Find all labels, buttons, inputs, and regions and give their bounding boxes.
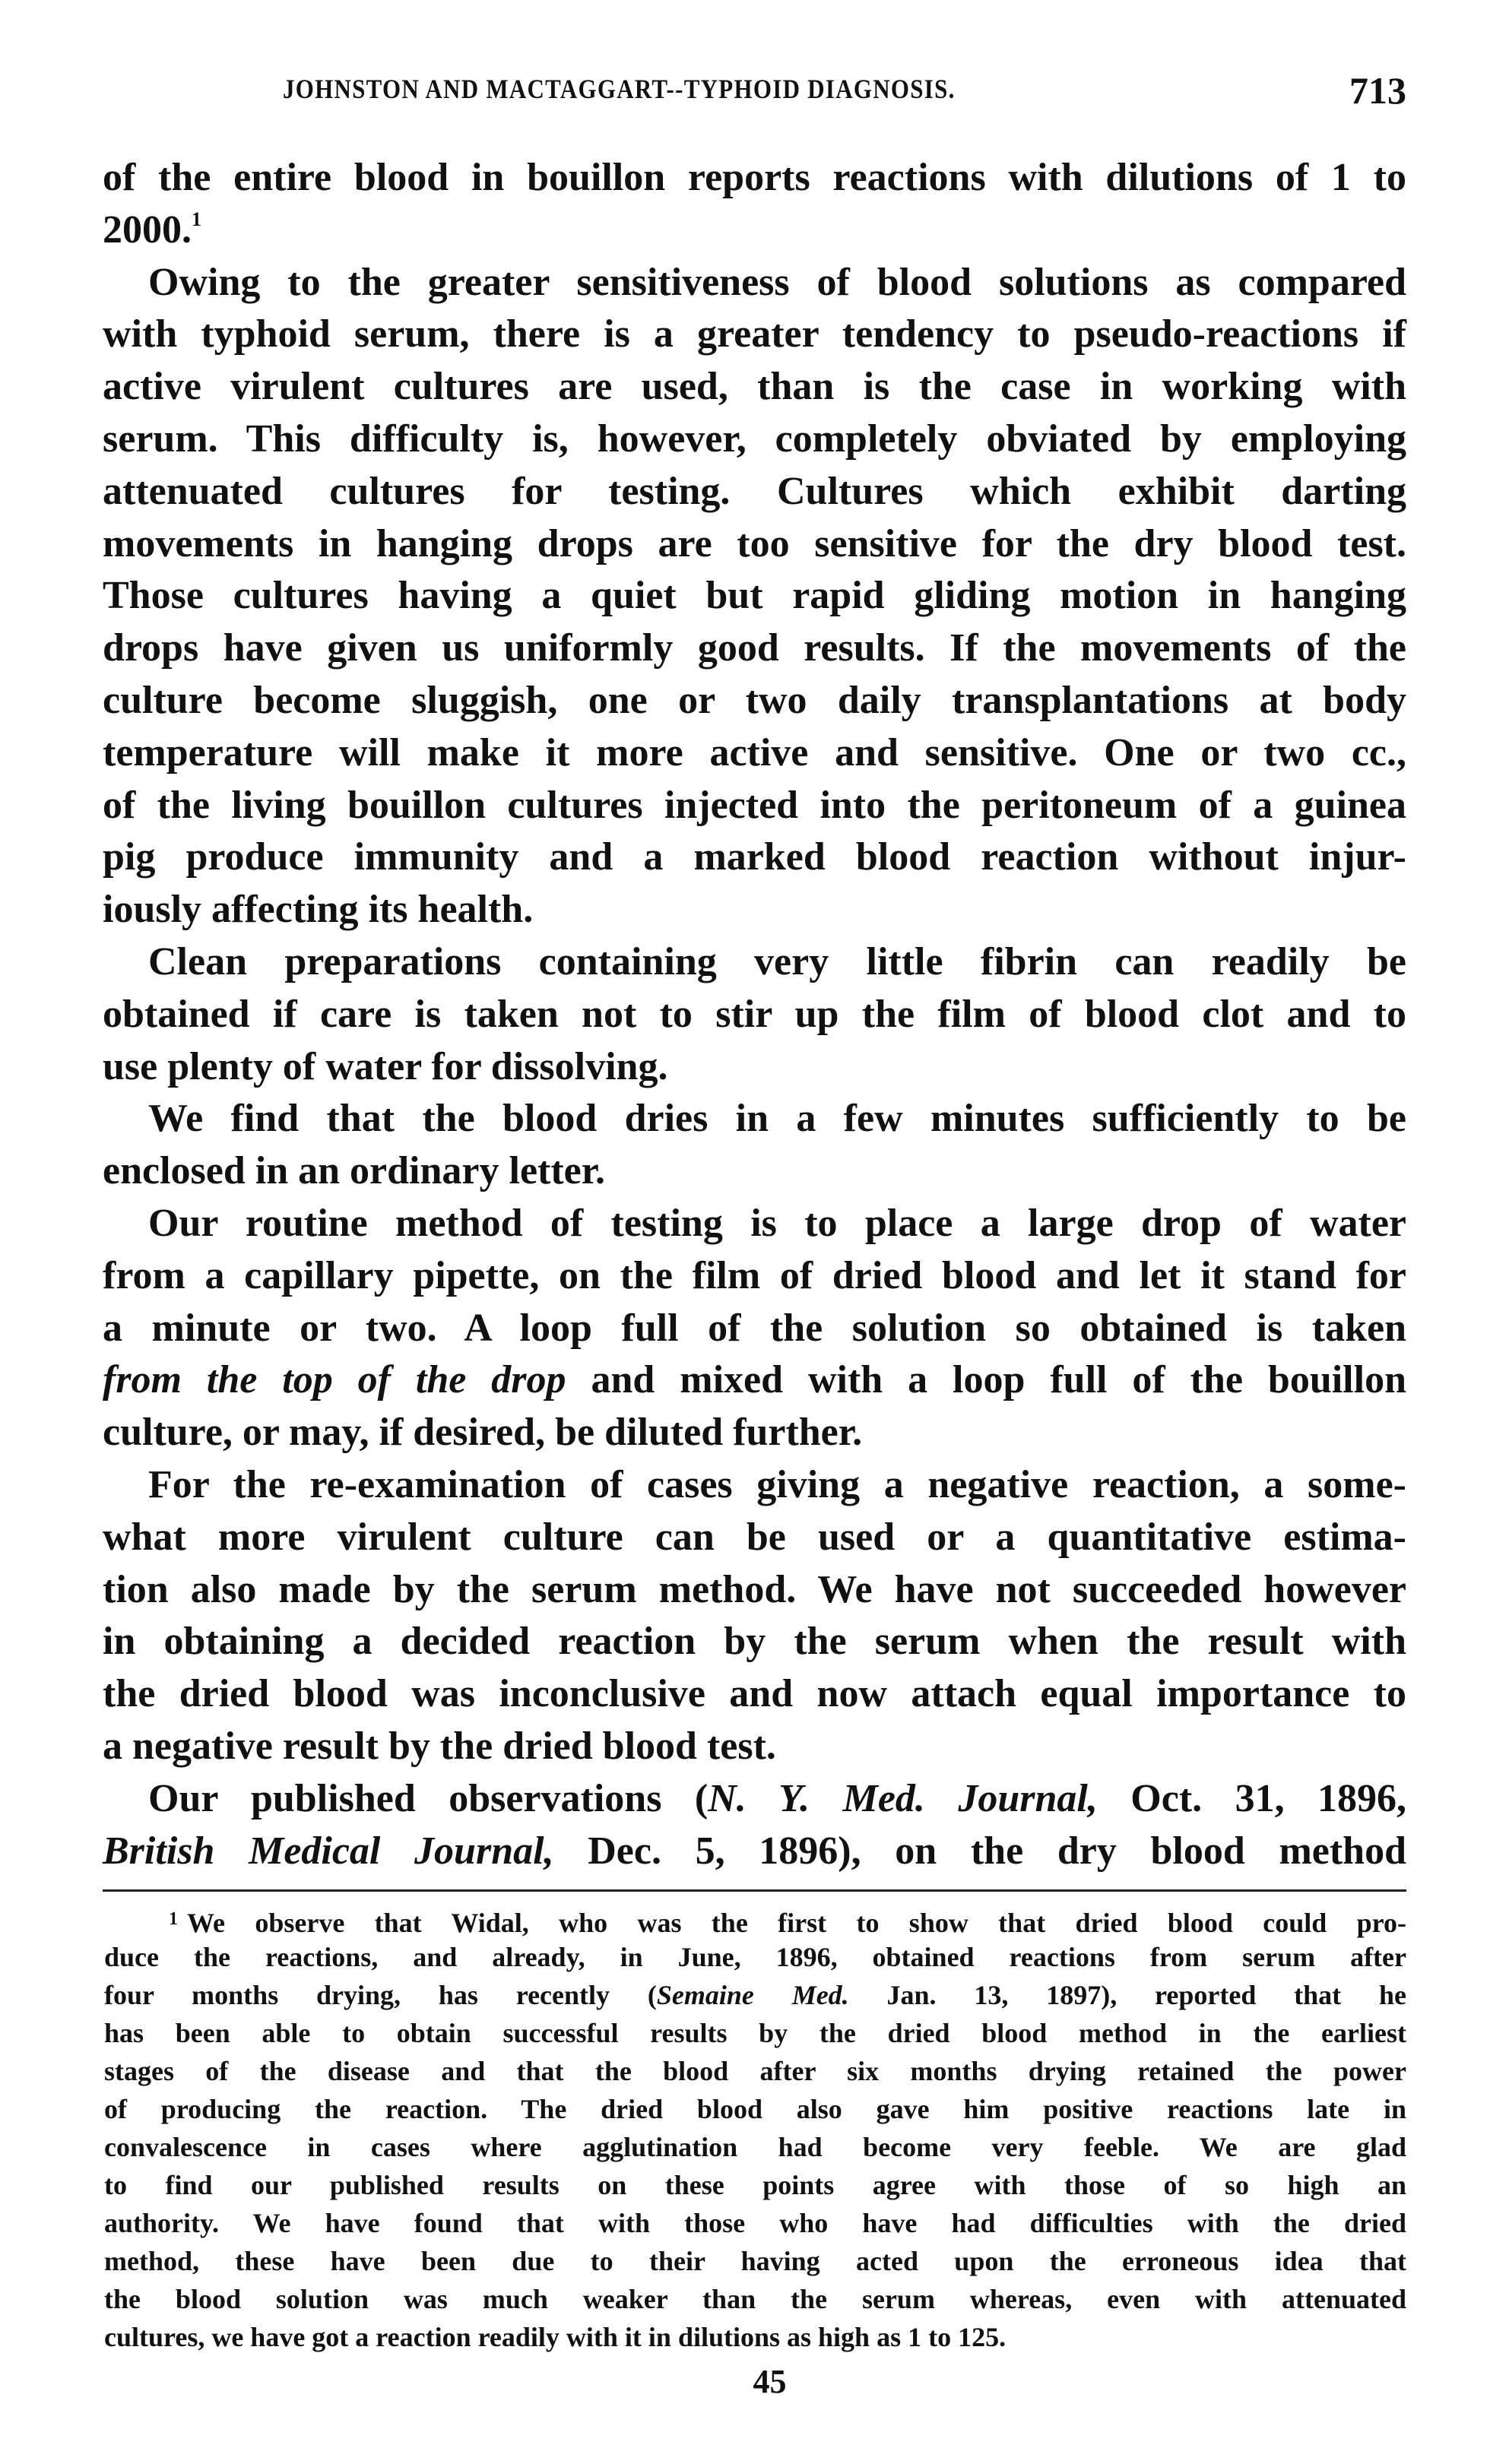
text-line: tion also made by the serum method. We have not succeeded however bbox=[103, 1567, 1406, 1611]
paragraph-start-line: For the re-examination of cases giving a negative reaction, a some- bbox=[148, 1462, 1406, 1506]
text-line: with typhoid serum, there is a greater tendency to pseudo-reactions if bbox=[103, 312, 1406, 356]
text-line: in obtaining a decided reaction by the serum when the result with bbox=[103, 1620, 1406, 1664]
footnotes bbox=[104, 1900, 1406, 2356]
footnote-line: the blood solution was much weaker than the serum whereas, even with attenuated bbox=[104, 2284, 1406, 2314]
footnote-line: convalescence in cases where agglutination had become very feeble. We are glad bbox=[104, 2132, 1406, 2162]
paragraph-start-line: Owing to the greater sensitiveness of blood solutions as compared bbox=[148, 260, 1406, 304]
paragraph-end-line: iously affecting its health. bbox=[103, 888, 534, 932]
paragraph-start-line: Our routine method of testing is to place a large drop of water bbox=[148, 1201, 1406, 1245]
text-line: what more virulent culture can be used or a quantitative estima- bbox=[103, 1515, 1406, 1559]
text-line: of the entire blood in bouillon reports reactions with dilutions of 1 to bbox=[103, 156, 1406, 199]
text-line: serum. This difficulty is, however, completely obviated by employing bbox=[103, 416, 1406, 461]
footnote-line: authority. We have found that with those who have had difficulties with the dried bbox=[104, 2208, 1406, 2238]
text-line: drops have given us uniformly good results. If the movements of the bbox=[103, 626, 1406, 670]
italic-phrase: from the top of the drop bbox=[103, 1358, 566, 1402]
journal-citation: N. Y. Med. Journal, bbox=[708, 1776, 1098, 1820]
text-line: pig produce immunity and a marked blood reaction without injur- bbox=[103, 835, 1406, 879]
text-line: obtained if care is taken not to stir up the film of blood clot and to bbox=[103, 992, 1406, 1036]
footnote-reference[interactable]: 1 bbox=[192, 207, 201, 230]
paragraph-start-line: We find that the blood dries in a few minutes sufficiently to be bbox=[148, 1097, 1406, 1141]
footnote-line: $^1$ We observe that Widal, who was the first to show that dried blood could pro- bbox=[169, 1908, 1406, 1938]
paragraph-start-line: Our published observations (N. Y. Med. Journal, Oct. 31, 1896, bbox=[148, 1776, 1407, 1820]
footnote-divider bbox=[103, 1889, 1406, 1892]
signature-number: 45 bbox=[753, 2363, 787, 2400]
text-line: active virulent cultures are used, than is the case in working with bbox=[103, 365, 1406, 409]
text-line: Those cultures having a quiet but rapid gliding motion in hanging bbox=[103, 574, 1406, 618]
footnote-line: of producing the reaction. The dried blood also gave him positive reactions late in bbox=[104, 2094, 1406, 2124]
footnote-line: has been able to obtain successful results by the dried blood method in the earliest bbox=[104, 2018, 1406, 2048]
text-line: from a capillary pipette, on the film of dried blood and let it stand for bbox=[103, 1253, 1406, 1297]
text-line: a minute or two. A loop full of the solution so obtained is taken bbox=[103, 1306, 1406, 1350]
body-text bbox=[103, 152, 1406, 1877]
paragraph-end-line: culture, or may, if desired, be diluted further. bbox=[103, 1411, 863, 1455]
paragraph-end-line: a negative result by the dried blood test. bbox=[103, 1724, 776, 1768]
text-line: attenuated cultures for testing. Cultures which exhibit darting bbox=[103, 469, 1406, 513]
footnote-line: method, these have been due to their having acted upon the erroneous idea that bbox=[104, 2246, 1406, 2276]
running-title: JOHNSTON AND MACTAGGART--TYPHOID DIAGNOSIS. bbox=[283, 74, 956, 104]
running-head bbox=[283, 69, 1406, 112]
footnote-line: stages of the disease and that the blood after six months drying retained the power bbox=[104, 2056, 1406, 2086]
paragraph-end-line: enclosed in an ordinary letter. bbox=[103, 1149, 606, 1193]
text-line: of the living bouillon cultures injected into the peritoneum of a guinea bbox=[103, 783, 1406, 827]
journal-citation: British Medical Journal, bbox=[103, 1829, 554, 1873]
paragraph-end-line: use plenty of water for dissolving. bbox=[103, 1044, 668, 1088]
text-line: movements in hanging drops are too sensitive for the dry blood test. bbox=[103, 521, 1406, 565]
paragraph-start-line: Clean preparations containing very little fibrin can readily be bbox=[148, 939, 1406, 983]
footnote-marker: 1 bbox=[169, 1909, 178, 1929]
journal-citation: Semaine Med. bbox=[656, 1980, 849, 2010]
footnote-line: cultures, we have got a reaction readily with it in dilutions as high as 1 to 125. bbox=[104, 2322, 1007, 2352]
text-line: British Medical Journal, Dec. 5, 1896), on the dry blood method bbox=[103, 1829, 1407, 1873]
text-line: the dried blood was inconclusive and now attach equal importance to bbox=[103, 1672, 1406, 1716]
text-line: 2000.$^1$ bbox=[103, 207, 201, 252]
text-line: culture become sluggish, one or two daily transplantations at body bbox=[103, 678, 1406, 722]
page-number: 713 bbox=[1349, 69, 1406, 112]
footnote-line: duce the reactions, and already, in June, 1896, obtained reactions from serum after bbox=[104, 1942, 1406, 1972]
footnote-line: to find our published results on these points agree with those of so high an bbox=[104, 2170, 1406, 2200]
text-line: from the top of the drop and mixed with a loop full of the bouillon bbox=[103, 1358, 1406, 1402]
text-line: temperature will make it more active and sensitive. One or two cc., bbox=[103, 730, 1406, 774]
footnote-line: four months drying, has recently (Semaine Med. Jan. 13, 1897), reported that he bbox=[104, 1980, 1407, 2010]
